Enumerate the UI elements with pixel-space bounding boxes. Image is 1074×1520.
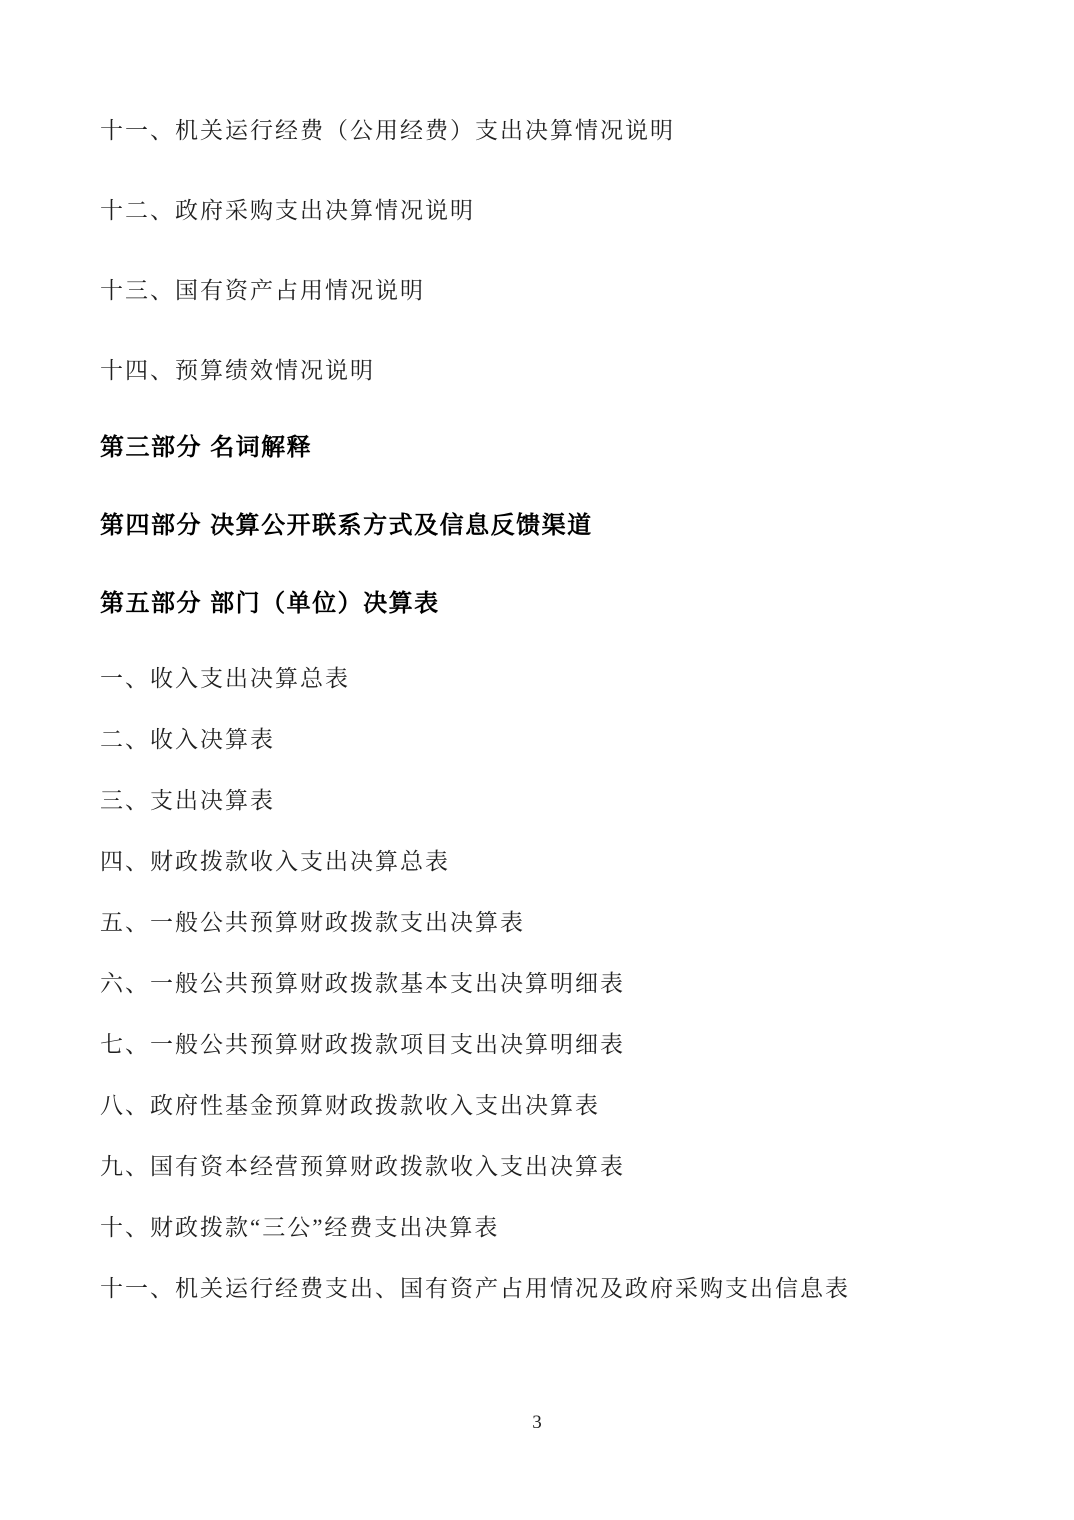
section-heading-part5: 第五部分 部门（单位）决算表: [100, 590, 440, 617]
toc-item-explanation-14: 十四、预算绩效情况说明: [100, 358, 375, 383]
toc-item-explanation-12: 十二、政府采购支出决算情况说明: [100, 198, 475, 223]
toc-item-table-3: 三、支出决算表: [100, 788, 275, 813]
toc-item-table-1: 一、收入支出决算总表: [100, 666, 350, 691]
toc-content: [100, 117, 1034, 1303]
toc-item-explanation-11: 十一、机关运行经费（公用经费）支出决算情况说明: [100, 118, 675, 143]
toc-item-table-7: 七、一般公共预算财政拨款项目支出决算明细表: [100, 1032, 625, 1057]
section-heading-part3: 第三部分 名词解释: [100, 434, 313, 461]
toc-item-table-2: 二、收入决算表: [100, 727, 275, 752]
toc-item-table-5: 五、一般公共预算财政拨款支出决算表: [100, 910, 525, 935]
toc-item-table-10: 十、财政拨款“三公”经费支出决算表: [100, 1215, 500, 1240]
toc-item-table-8: 八、政府性基金预算财政拨款收入支出决算表: [100, 1093, 600, 1118]
section-heading-part4: 第四部分 决算公开联系方式及信息反馈渠道: [100, 512, 593, 539]
toc-item-table-6: 六、一般公共预算财政拨款基本支出决算明细表: [100, 971, 625, 996]
toc-item-table-9: 九、国有资本经营预算财政拨款收入支出决算表: [100, 1154, 625, 1179]
toc-item-explanation-13: 十三、国有资产占用情况说明: [100, 278, 425, 303]
toc-item-table-4: 四、财政拨款收入支出决算总表: [100, 849, 450, 874]
toc-item-table-11: 十一、机关运行经费支出、国有资产占用情况及政府采购支出信息表: [100, 1276, 850, 1301]
page-number: 3: [532, 1412, 542, 1433]
